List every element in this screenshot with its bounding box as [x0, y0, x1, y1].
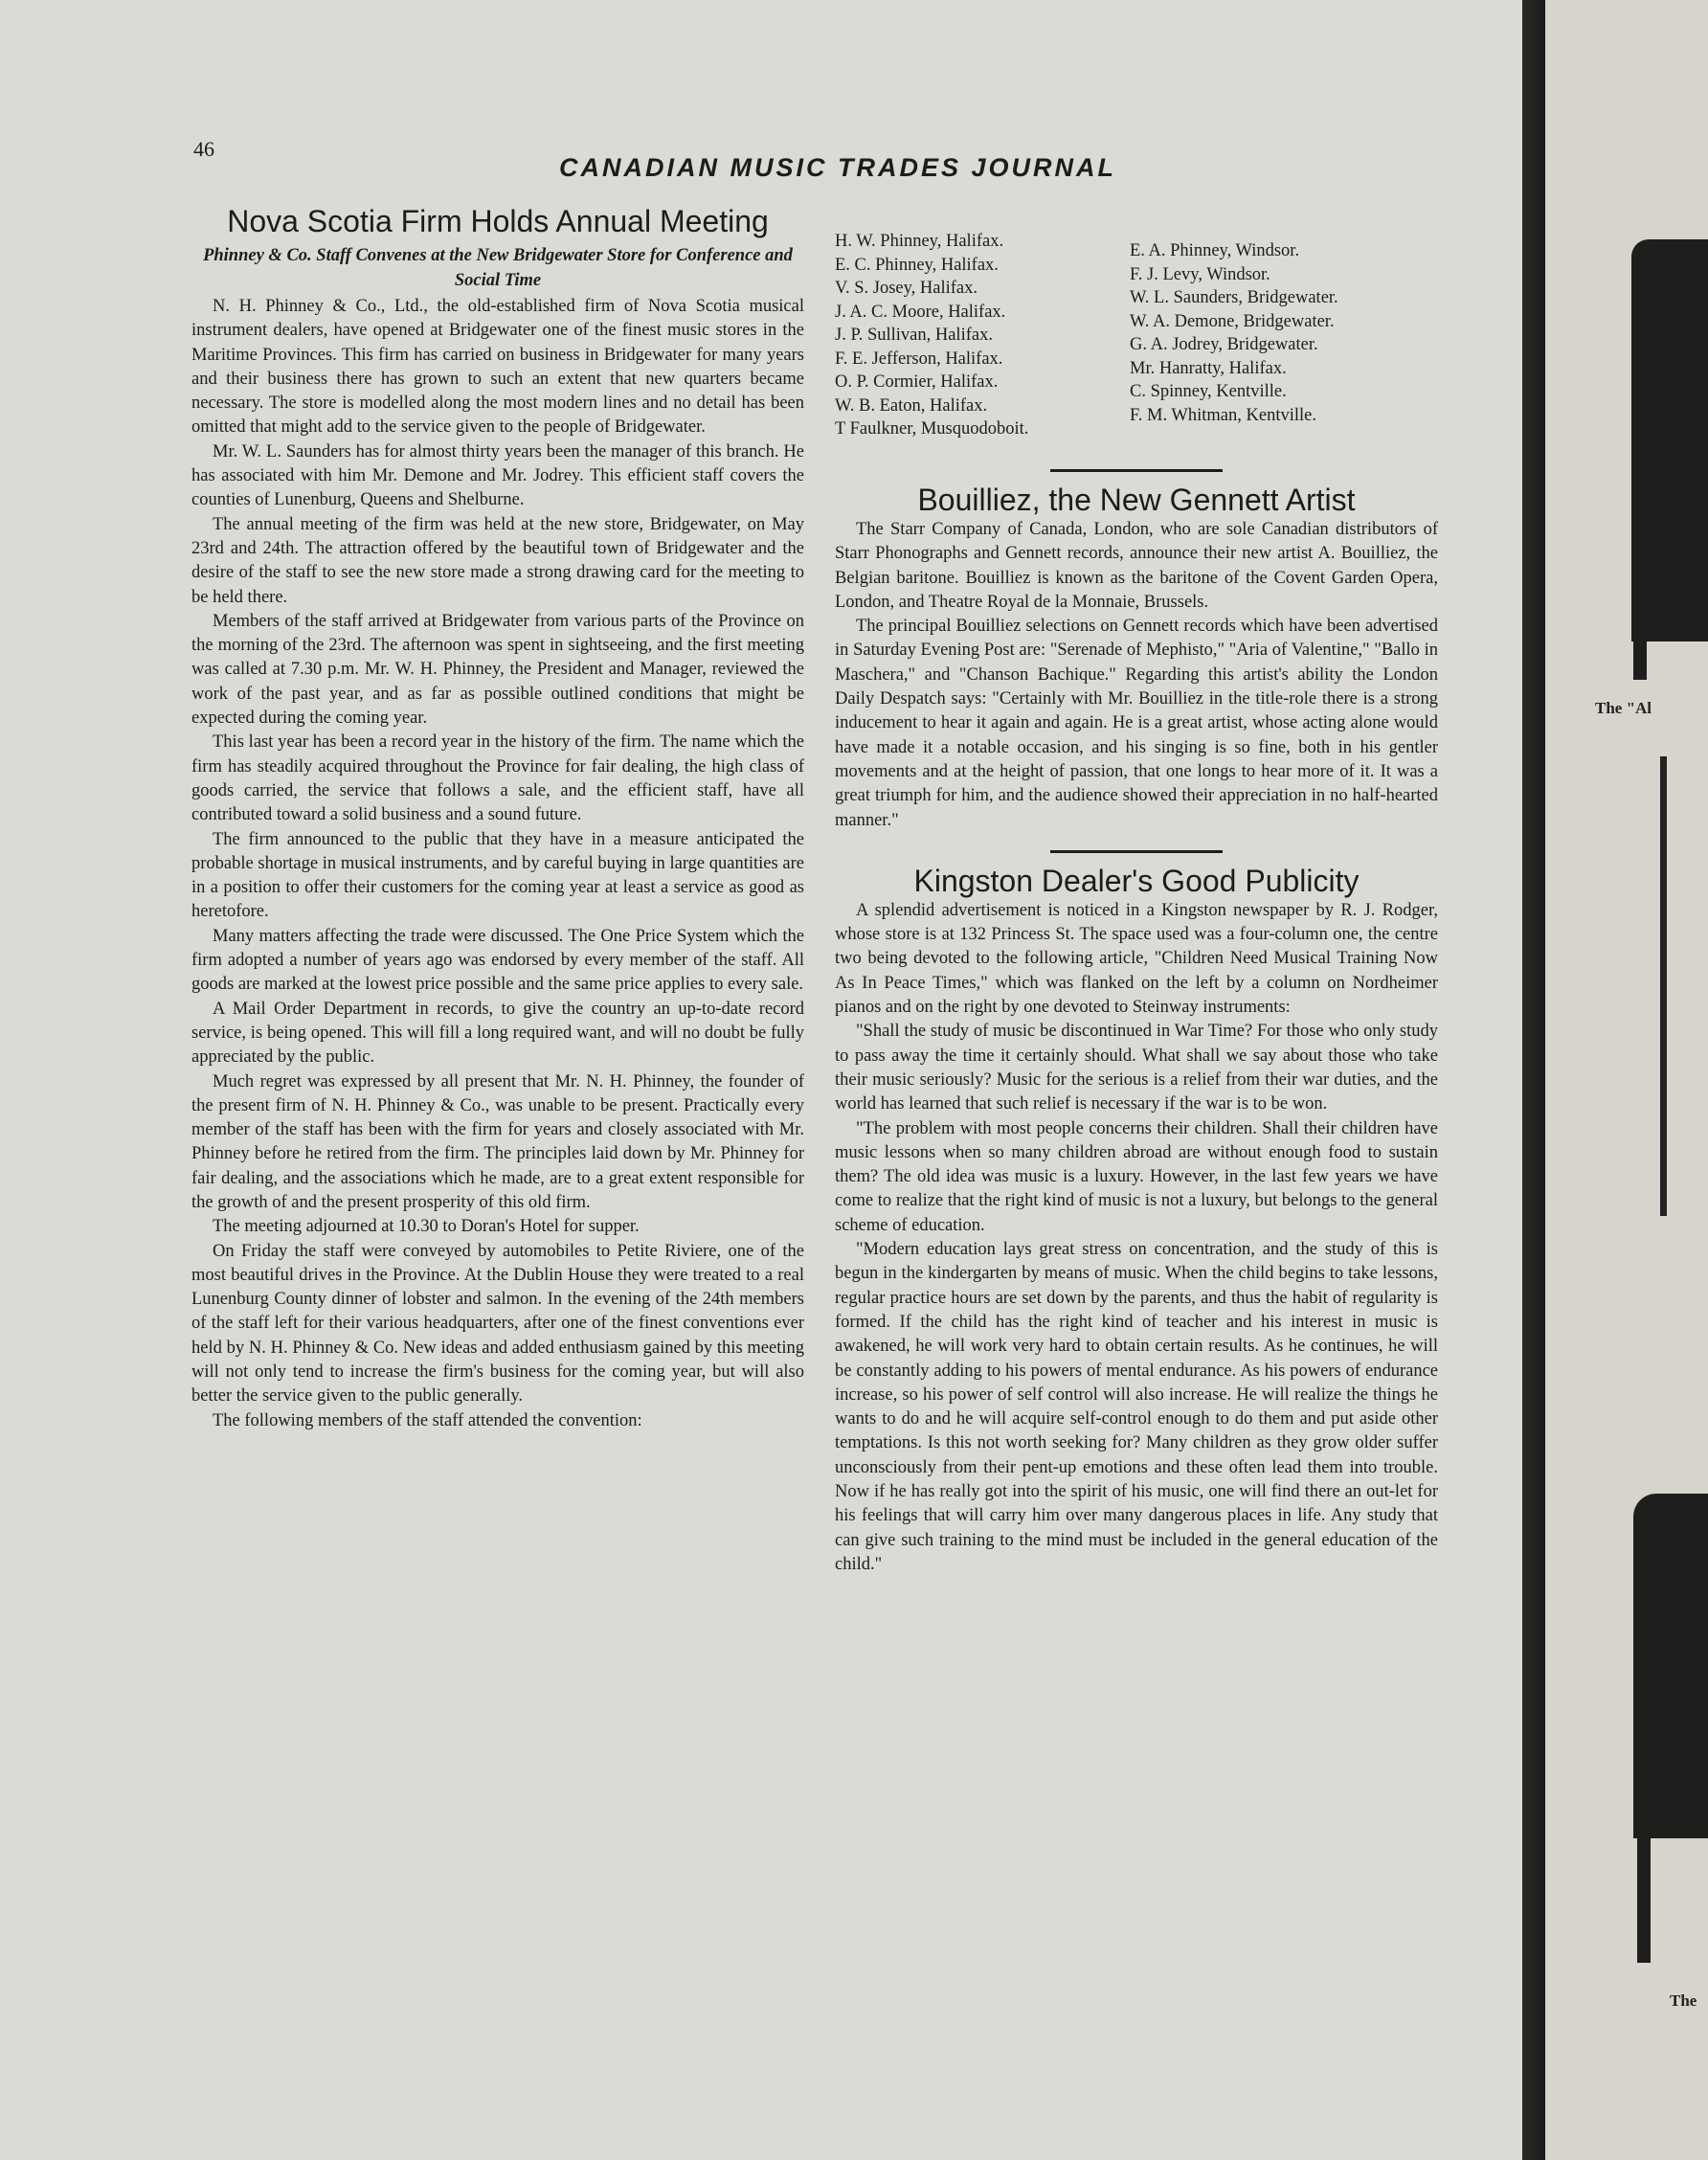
attendee: F. M. Whitman, Kentville.: [1130, 405, 1316, 425]
attendee: E. C. Phinney, Halifax.: [835, 255, 999, 275]
attendee: J. P. Sullivan, Halifax.: [835, 326, 993, 345]
adjacent-caption-bottom: The: [1670, 1991, 1697, 2010]
article-title-kingston: Kingston Dealer's Good Publicity: [913, 863, 1360, 898]
article-title-nova-scotia: Nova Scotia Firm Holds Annual Meeting: [227, 204, 769, 238]
attendee: O. P. Cormier, Halifax.: [835, 372, 999, 392]
paragraph: The annual meeting of the firm was held at the new store, Bridgewater, on May 23rd and 24th. The attraction offered by the beautiful town of Bridgewater and the desire of the staff to see the new store made a strong drawing card for the meeting to be held there.: [191, 514, 804, 607]
left-column: [191, 203, 804, 1433]
paragraph: Much regret was expressed by all present that Mr. N. H. Phinney, the founder of the present firm of N. H. Phinney & Co., was unable to be present. Practically every member of the staff has been with the firm for years and closely associated with Mr. Phinney before he retired from the firm. The principles laid down by Mr. Phinney for fair dealing, and the associations which he made, are to a great extent responsible for the growth of and the present prosperity of this old firm.: [191, 1071, 804, 1212]
attendee: Mr. Hanratty, Halifax.: [1130, 358, 1287, 378]
attendee: H. W. Phinney, Halifax.: [835, 232, 1004, 251]
phonograph-leg-image: [1633, 574, 1647, 680]
attendee-list: [835, 230, 1438, 452]
paragraph: The firm announced to the public that they have in a measure anticipated the probable shortage in musical instruments, and by careful buying in large quantities are in a position to offer their customers for the coming year at least a service as good as heretofore.: [191, 829, 804, 922]
attendee: J. A. C. Moore, Halifax.: [835, 302, 1006, 322]
attendee: E. A. Phinney, Windsor.: [1130, 241, 1300, 260]
adjacent-vertical-rule: [1660, 756, 1667, 1216]
paragraph: Members of the staff arrived at Bridgewater from various parts of the Province on the morning of the 23rd. The afternoon was spent in sightseeing, and the first meeting was called at 7.30 p.m. Mr. W. H. Phinney, the President and Manager, reviewed the work of the past year, and as far as possible outlined conditions that might be expected during the coming year.: [191, 611, 804, 729]
attendee-list-col2: [1130, 239, 1446, 427]
paragraph: N. H. Phinney & Co., Ltd., the old-established firm of Nova Scotia musical instrument dealers, have opened at Bridgewater one of the finest music stores in the Maritime Provinces. This firm has carried on business in Bridgewater for many years and their business there has grown to such an extent that new quarters became necessary. The store is modelled along the most modern lines and no detail has been omitted that might add to the service given to the people of Bridgewater.: [191, 297, 804, 438]
paragraph: "The problem with most people concerns their children. Shall their children have music lessons when so many children abroad are without enough food to sustain them? The old idea was music is a luxury. However, in the last few years we have come to realize that the right kind of music is not a luxury, but belongs to the general scheme of education.: [835, 1118, 1438, 1235]
running-head: CANADIAN MUSIC TRADES JOURNAL: [559, 153, 1117, 182]
section-divider: [1050, 850, 1223, 853]
adjacent-caption-top: The "Al: [1595, 699, 1652, 717]
attendee: W. B. Eaton, Halifax.: [835, 395, 988, 416]
phonograph-cabinet-image: [1633, 1494, 1708, 1838]
paragraph: Mr. W. L. Saunders has for almost thirty years been the manager of this branch. He has associated with him Mr. Demone and Mr. Jodrey. This efficient staff covers the counties of Lunenburg, Queens and Shelburne.: [191, 441, 804, 510]
page-number: 46: [193, 137, 214, 161]
attendee: C. Spinney, Kentville.: [1130, 382, 1287, 401]
paragraph: The following members of the staff attended the convention:: [213, 1410, 642, 1430]
paragraph: "Shall the study of music be discontinued in War Time? For those who only study to pass away the time it certainly should. What shall we say about those who take their music seriously? Music for the serious is a relief from their war duties, and the world has learned that such relief is necessary if the war is to be won.: [835, 1022, 1438, 1114]
paragraph: The meeting adjourned at 10.30 to Doran's Hotel for supper.: [213, 1217, 640, 1237]
right-column: [835, 230, 1438, 1577]
paragraph: Many matters affecting the trade were discussed. The One Price System which the firm adopted a number of years ago was endorsed by every member of the staff. All goods are marked at the lowest price possible and the same price applies to every sale.: [191, 926, 804, 995]
attendee: T Faulkner, Musquodoboit.: [835, 419, 1029, 439]
attendee: W. A. Demone, Bridgewater.: [1130, 311, 1335, 331]
adjacent-page-edge: [1545, 0, 1708, 2160]
article-title-bouilliez: Bouilliez, the New Gennett Artist: [917, 483, 1356, 517]
paragraph: "Modern education lays great stress on concentration, and the study of this is begun in the kindergarten by means of music. When the child begins to take lessons, regular practice hours are set down by the parents, and thus the habit of regularity is formed. If the child has the right kind of teacher and his interest in music is awakened, he will work very hard to obtain certain results. As he continues, he will be constantly adding to his powers of mental endurance. As his powers of endurance increase, so his power of self control will also increase. He will realize the things he wants to do and he will acquire self-control enough to do them and put aside other temptations. Is this not worth seeking for? Many children as they grow older suffer unconsciously from their pent-up emotions and these often lead them into trouble. Now if he has really got into the spirit of his music, one will find there an out-let for his feelings that will carry him over many dangerous places in life. Any study that can give such training to the mind must be included in the general education of the child.": [835, 1240, 1438, 1574]
paragraph: The principal Bouilliez selections on Gennett records which have been advertised in Saturday Evening Post are: "Serenade of Mephisto," "Aria of Valentine," "Ballo in Maschera," and "Chanson Bachique." Regarding this artist's ability the London Daily Despatch says: "Certainly with Mr. Bouilliez in the title-role there is a strong inducement to hear it again and again. He is a great artist, whose acting alone would have made it a notable occasion, and his singing is so fine, both in his gentler movements and at the height of passion, that one longs to hear more of it. It was a great triumph for him, and the audience showed their appreciation in no half-hearted manner.": [835, 617, 1438, 830]
section-divider: [1050, 469, 1223, 472]
phonograph-leg-image: [1637, 1819, 1651, 1963]
article-subtitle-nova-scotia: Phinney & Co. Staff Convenes at the New Bridgewater Store for Conference and Social Time: [203, 246, 793, 290]
paragraph: A Mail Order Department in records, to give the country an up-to-date record service, is being opened. This will fill a long required want, and will no doubt be fully appreciated by the public.: [191, 999, 804, 1068]
paragraph: On Friday the staff were conveyed by automobiles to Petite Riviere, one of the most beautiful drives in the Province. At the Dublin House they were treated to a real Lunenburg County dinner of lobster and salmon. In the evening of the 24th members of the staff left for their various headquarters, after one of the finest conventions ever held by N. H. Phinney & Co. New ideas and added enthusiasm gained by this meeting will not only tend to increase the firm's business for the coming year, but will also better the service given to the public generally.: [191, 1241, 804, 1406]
attendee: F. J. Levy, Windsor.: [1130, 264, 1270, 284]
paragraph: A splendid advertisement is noticed in a Kingston newspaper by R. J. Rodger, whose store is at 132 Princess St. The space used was a four-column one, the centre two being devoted to the following article, "Children Need Musical Training Now As In Peace Times," which was flanked on the left by a column on Nordheimer pianos and on the right by one devoted to Steinway instruments:: [835, 900, 1438, 1018]
attendee-list-col1: [835, 230, 1122, 441]
paragraph: The Starr Company of Canada, London, who are sole Canadian distributors of Starr Phonographs and Gennett records, announce their new artist A. Bouilliez, the Belgian baritone. Bouilliez is known as the baritone of the Covent Garden Opera, London, and Theatre Royal de la Monnaie, Brussels.: [835, 520, 1438, 612]
paragraph: This last year has been a record year in the history of the firm. The name which the firm has steadily acquired throughout the Province for fair dealing, the high class of goods carried, the service that follows a sale, and the efficient staff, have all contributed toward a solid business and a sound future.: [191, 732, 804, 825]
attendee: G. A. Jodrey, Bridgewater.: [1130, 335, 1318, 354]
attendee: W. L. Saunders, Bridgewater.: [1130, 288, 1338, 307]
attendee: F. E. Jefferson, Halifax.: [835, 349, 1003, 369]
attendee: V. S. Josey, Halifax.: [835, 279, 978, 298]
book-spine-gutter: [1522, 0, 1545, 2160]
